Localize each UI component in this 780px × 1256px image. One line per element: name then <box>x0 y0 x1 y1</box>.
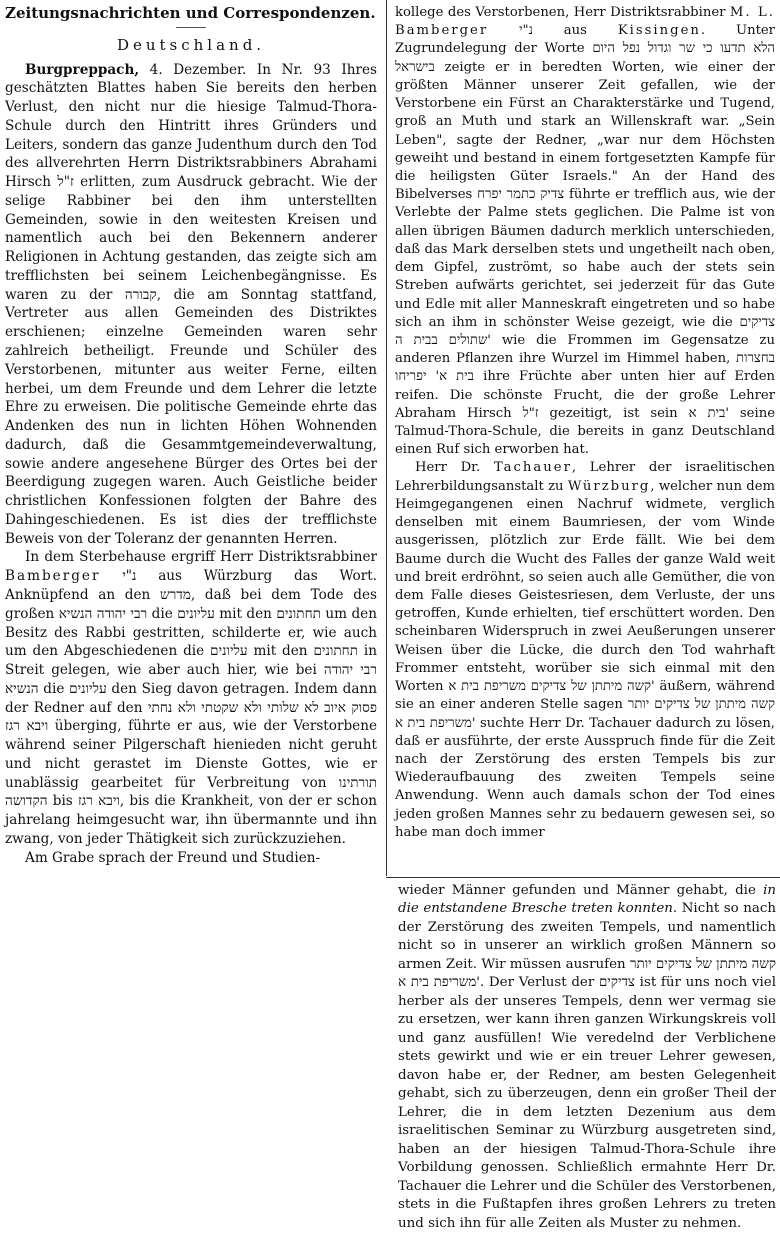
paragraph-text: In dem Sterbehause ergriff Herr Distriktsrabbiner <box>25 549 377 566</box>
paragraph-text: kollege des Verstorbenen, Herr Distriktsrabbiner <box>395 5 730 20</box>
column-divider-horizontal <box>386 877 780 878</box>
place-name: Würzburg <box>567 478 651 494</box>
column-left <box>5 4 377 867</box>
paragraph-continuation <box>398 882 776 1233</box>
column-divider-vertical <box>386 0 387 876</box>
paragraph-text: , Lehrer der israelitischen Lehrerbildungsanstalt zu <box>395 460 776 494</box>
column-right <box>395 4 775 842</box>
person-name: Tachauer <box>493 460 572 476</box>
person-name: Bamberger <box>5 568 101 585</box>
person-name: M. L. Bamberger <box>395 5 775 39</box>
column-continuation <box>398 882 776 1233</box>
paragraph-text: , welcher nun dem Heimgegangenen einen Nachruf widmete, verglich denselben mit einem Baumriesen, der vom Winde ausgerissen, plötzlich zur Erde fällt. Wie bei dem Baume durch die Wucht des Falles der ganze Wald weit und breit erdröhnt, so seien auch alle Gemüther, die von dem Falle dieses Geistesriesen, dem Verluste, der uns getroffen, Kunde erhielten, tief erschüttert worden. Den scheinbaren Widerspruch in zwei Aeußerungen unserer Weisen über die Lücke, die durch den Tod wahrhaft Frommer entsteht, worüber sie sich einmal mit den Worten קשה מיתתן של צדיקים משריפת בית א' äußern, während sie an einer anderen Stelle sagen קשה מיתתן של צדיקים יותר משריפת בית א' suchte Herr Dr. Tachauer dadurch zu lösen, daß er ausführte, der erste Ausspruch finde für die Zeit nach der Zerstörung des ersten Tempels bis zur Wiederaufbauung des zweiten Tempels seine Anwendung. Wenn auch damals schon der Tod eines jeden großen Mannes sehr zu bedauern gewesen sei, so habe man doch immer <box>395 478 776 840</box>
heading-divider <box>176 27 206 28</box>
paragraph-kissingen <box>395 4 775 459</box>
paragraph-text: wieder Männer gefunden und Männer gehabt, die <box>398 883 764 898</box>
place-name: Kissingen <box>617 23 701 39</box>
emphasis-text: in die entstandene Bresche treten konnten. <box>398 883 776 917</box>
paragraph-text: נ"י aus Würzburg das Wort. Anknüpfend an den מדרש, daß bei dem Tode des großen רבי יהודה הנשיא die עליונים mit den תחתונים um den Besitz des Rabbi gestritten, schilderte er, wie auch um den Abgeschiedenen die עליונים mit den תחתונים in Streit gelegen, wie aber auch hier, wie bei רבי יהודה הנשיא die עליונים den Sieg davon getragen. Indem dann der Redner auf den פסוק איוב לא שלותי ולא שקטתי ולא נחתי ויבא רגז überging, führte er aus, wie der Verstorbene während seiner Pilgerschaft hienieden nicht geruht und nicht gerastet im Dienste Gottes, wie er unablässig gearbeitet für Verbreitung von תורתינו הקדושה bis ויבא רגז, bis die Krankheit, von der er schon jahrelang heimgesucht war, ihn übermannte und ihn zwang, von jeder Thätigkeit sich zurückzuziehen. <box>5 568 378 847</box>
paragraph-text: נ"י aus <box>488 23 618 39</box>
dateline-place: Burgpreppach, <box>25 61 140 78</box>
paragraph-text: Herr Dr. <box>415 460 494 476</box>
paragraph-text: . Unter Zugrundelegung der Worte הלא תדעו כי שר וגדול נפל היום בישראל zeigte er in beredten Worten, wie einer der größten Männer unserer Zeit gefallen, wie der Verstorbene ein Fürst an Charakterstärke und Tugend, groß an Muth und stark an Willenskraft war. „Sein Leben", sagte der Redner, „war nur dem Höchsten geweiht und bestand in einem fortgesetzten Kampfe für die heiligsten Güter Israels." An der Hand des Bibelverses צדיק כתמר יפרח führte er trefflich aus, wie der Verlebte der Palme stets geglichen. Die Palme ist von allen übrigen Bäumen dadurch merklich unterschieden, daß das Mark derselben stets und ungetheilt nach oben, dem Gipfel, zuströmt, so habe auch der stets sein Streben aufwärts gerichtet, sei jederzeit für das Gute und Edle mit aller Manneskraft eingetreten und so habe sich an ihm in schönster Weise gezeigt, wie die צדיקים שתולים בבית ה' wie die Frommen im Gegensatze zu anderen Pflanzen ihre Wurzel im Himmel haben, בחצרות בית א' יפריחו ihre Früchte aber unten hier auf Erden reifen. Die schönste Frucht, die der große Lehrer Abraham Hirsch ז"ל gezeitigt, ist sein בית א' seine Talmud-Thora-Schule, die bereits in ganz Deutschland einen Ruf sich erworben hat. <box>395 23 776 458</box>
paragraph-burgpreppach <box>5 61 377 549</box>
paragraph-text: 4. Dezember. In Nr. 93 Ihres geschätzten Blattes haben Sie bereits den herben Verlust, den nicht nur die hiesige Talmud-Thora-Schule durch den Hintritt ihres Gründers und Leiters, sondern das ganze Judenthum durch den Tod des allverehrten Herrn Distriktsrabbiners Abrahami Hirsch ז"ל erlitten, zum Ausdruck gebracht. Wie der selige Rabbiner bei den ihm unterstellten Gemeinden, sowie in den weitesten Kreisen und namentlich auch bei den Bekennern anderer Religionen in Achtung gestanden, das zeigte sich am trefflichsten bei seinem Leichenbegängnisse. Es waren zu der קבורה, die am Sonntag stattfand, Vertreter aus allen Gemeinden des Distriktes erschienen; einzelne Gemeinden waren sehr zahlreich betheiligt. Freunde und Schüler des Verstorbenen, mitunter aus weiter Ferne, eilten herbei, um dem Freunde und dem Lehrer die letzte Ehre zu erweisen. Die politische Gemeinde ehrte das Andenken des nun in lichten Höhen Wohnenden dadurch, daß die Gesammtgemeindeverwaltung, sowie andere angesehene Bürger des Ortes bei der Beerdigung zugegen waren. Auch Geistliche beider christlichen Konfessionen folgten der Bahre des Dahingeschiedenen. Es ist dies der trefflichste Beweis von der Toleranz der genannten Herren. <box>5 61 377 547</box>
paragraph-sterbehause <box>5 548 377 848</box>
country-heading: Deutschland. <box>116 35 266 54</box>
paragraph-grabe: Am Grabe sprach der Freund und Studien- <box>25 849 321 866</box>
paragraph-tachauer <box>395 459 775 842</box>
section-heading: Zeitungsnachrichten und Correspondenzen. <box>5 4 376 22</box>
paragraph-text: Nicht so nach der Zerstörung des zweiten Tempels, und namentlich nicht so in unserer an wirklich großen Männern so armen Zeit. Wir müssen ausrufen קשה מיתתן של צדיקים יותר משריפת בית א'. Der Verlust der צדיקים ist für uns noch viel herber als der unseres Tempels, denn wer vermag sie zu ersetzen, wer kann ihren ganzen Wirkungskreis voll und ganz ausfüllen! Wie veredelnd der Verblichene stets gewirkt und wie er ein treuer Lehrer gewesen, davon habe er, der Redner, am besten Gelegenheit gehabt, sich zu überzeugen, denn ein großer Theil der Lehrer, die in dem letzten Dezenium aus dem israelitischen Seminar zu Würzburg ausgetreten sind, haben an der hiesigen Talmud-Thora-Schule ihre Vorbildung genossen. Schließlich ermahnte Herr Dr. Tachauer die Lehrer und die Schüler des Verstorbenen, stets in die Fußtapfen ihres großen Lehrers zu treten und sich ihn für alle Zeiten als Muster zu nehmen. <box>398 901 776 1231</box>
